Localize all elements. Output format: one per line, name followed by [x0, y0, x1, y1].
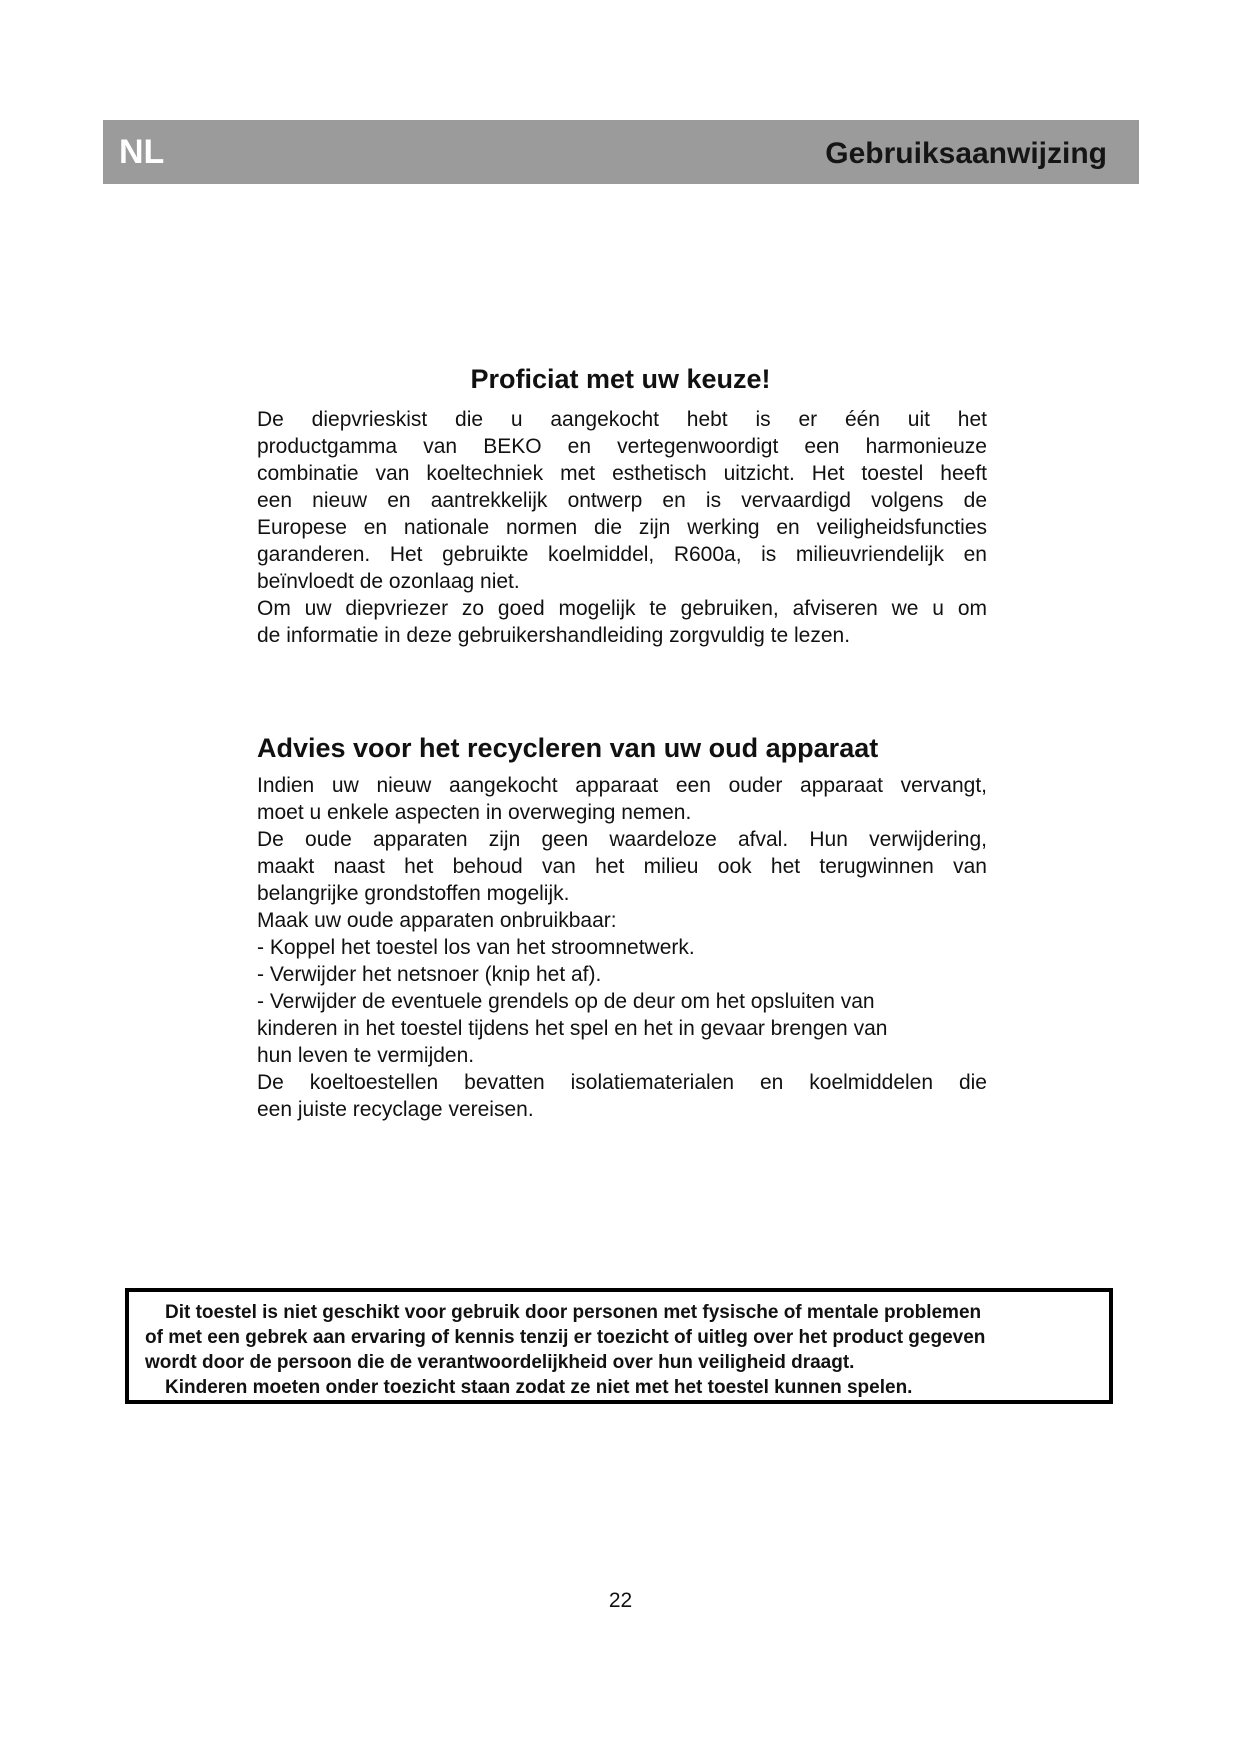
recycling-line: Indien uw nieuw aangekocht apparaat een ouder apparaat vervangt,	[257, 774, 987, 797]
recycling-line: een juiste recyclage vereisen.	[257, 1098, 534, 1121]
intro-line: Europese en nationale normen die zijn werking en veiligheidsfuncties	[257, 516, 987, 539]
recycling-line: maakt naast het behoud van het milieu ook het terugwinnen van	[257, 855, 987, 878]
warning-line: Kinderen moeten onder toezicht staan zodat ze niet met het toestel kunnen spelen.	[165, 1377, 913, 1398]
intro-line: Om uw diepvriezer zo goed mogelijk te gebruiken, afviseren we u om	[257, 597, 987, 620]
recycling-bullet: - Koppel het toestel los van het stroomnetwerk.	[257, 936, 695, 959]
recycling-line: belangrijke grondstoffen mogelijk.	[257, 882, 570, 905]
safety-warning-box	[125, 1288, 1113, 1404]
recycling-bullet: - Verwijder de eventuele grendels op de deur om het opsluiten van	[257, 990, 875, 1013]
recycling-line: Maak uw oude apparaten onbruikbaar:	[257, 909, 617, 932]
recycling-bullet: - Verwijder het netsnoer (knip het af).	[257, 963, 602, 986]
recycling-heading: Advies voor het recycleren van uw oud apparaat	[257, 733, 879, 764]
recycling-line: hun leven te vermijden.	[257, 1044, 475, 1067]
intro-line: De diepvrieskist die u aangekocht hebt is er één uit het	[257, 408, 987, 431]
warning-line: Dit toestel is niet geschikt voor gebruik door personen met fysische of mentale problemen	[165, 1302, 982, 1323]
congrats-heading: Proficiat met uw keuze!	[470, 364, 771, 395]
recycling-line: De koeltoestellen bevatten isolatiematerialen en koelmiddelen die	[257, 1071, 987, 1094]
intro-line: productgamma van BEKO en vertegenwoordigt een harmonieuze	[257, 435, 987, 458]
recycling-paragraph	[257, 772, 987, 1123]
language-label: NL	[119, 133, 165, 171]
recycling-line: moet u enkele aspecten in overweging nemen.	[257, 801, 692, 824]
document-title: Gebruiksaanwijzing	[825, 137, 1107, 170]
intro-paragraph	[257, 406, 987, 649]
intro-line: de informatie in deze gebruikershandleiding zorgvuldig te lezen.	[257, 624, 851, 647]
recycling-line: De oude apparaten zijn geen waardeloze afval. Hun verwijdering,	[257, 828, 987, 851]
intro-line: combinatie van koeltechniek met esthetisch uitzicht. Het toestel heeft	[257, 462, 987, 485]
warning-line: wordt door de persoon die de verantwoordelijkheid over hun veiligheid draagt.	[145, 1352, 855, 1373]
page-number: 22	[608, 1589, 633, 1612]
intro-line: beïnvloedt de ozonlaag niet.	[257, 570, 520, 593]
recycling-line: kinderen in het toestel tijdens het spel en het in gevaar brengen van	[257, 1017, 888, 1040]
intro-line: een nieuw en aantrekkelijk ontwerp en is vervaardigd volgens de	[257, 489, 987, 512]
header-band	[103, 120, 1139, 184]
warning-line: of met een gebrek aan ervaring of kennis tenzij er toezicht of uitleg over het product gegeven	[145, 1327, 986, 1348]
intro-line: garanderen. Het gebruikte koelmiddel, R600a, is milieuvriendelijk en	[257, 543, 987, 566]
